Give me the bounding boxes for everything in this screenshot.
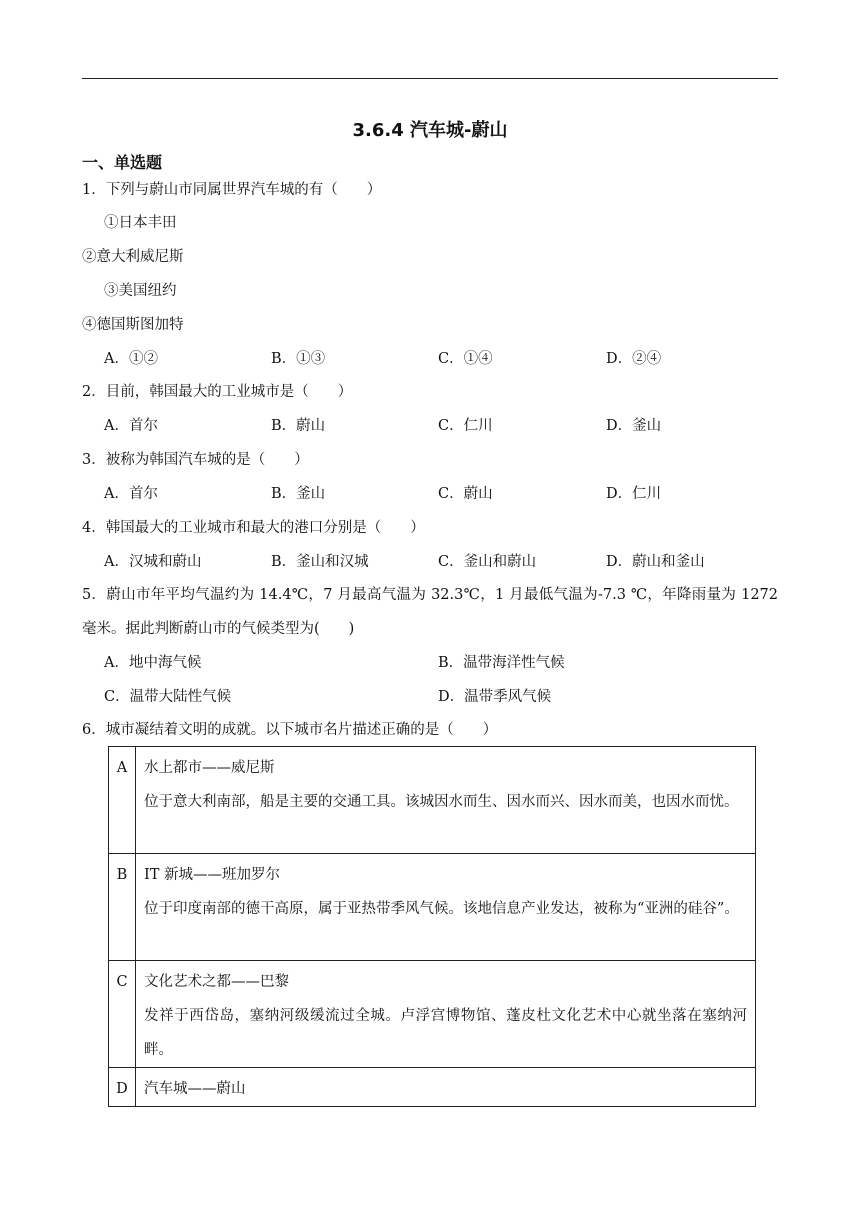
row-content	[136, 854, 756, 961]
q1-item-1: ①日本丰田	[104, 215, 177, 231]
page-title: 3.6.4 汽车城-蔚山	[352, 120, 508, 141]
city-card-table	[108, 746, 756, 1107]
q5-stem-line1: 5．蔚山市年平均气温约为 14.4℃，7 月最高气温为 32.3℃，1 月最低气温为-7.3 ℃，年降雨量为 1272	[82, 587, 778, 603]
q5-option-b[interactable]: B．温带海洋性气候	[438, 655, 565, 671]
q1-option-c[interactable]: C．①④	[438, 351, 493, 367]
q3-stem: 3．被称为韩国汽车城的是（ ）	[82, 452, 309, 468]
section-heading: 一、单选题	[82, 153, 163, 172]
q4-option-c[interactable]: C．釜山和蔚山	[438, 554, 537, 570]
row-key: B	[109, 854, 136, 961]
q6-stem: 6．城市凝结着文明的成就。以下城市名片描述正确的是（ ）	[82, 722, 498, 738]
q4-option-b[interactable]: B．釜山和汉城	[271, 554, 369, 570]
q4-stem: 4．韩国最大的工业城市和最大的港口分别是（ ）	[82, 520, 425, 536]
q3-option-b[interactable]: B．釜山	[271, 486, 326, 502]
row-description: 位于印度南部的德干高原，属于亚热带季风气候。该地信息产业发达，被称为“亚洲的硅谷”。	[144, 901, 739, 917]
row-key: A	[109, 747, 136, 854]
q1-stem: 1．下列与蔚山市同属世界汽车城的有（ ）	[82, 182, 382, 198]
q2-option-c[interactable]: C．仁川	[438, 418, 493, 434]
row-content	[136, 747, 756, 854]
q4-option-a[interactable]: A．汉城和蔚山	[104, 554, 202, 570]
row-heading: 文化艺术之都——巴黎	[144, 974, 289, 990]
q2-option-b[interactable]: B．蔚山	[271, 418, 326, 434]
row-heading: 水上都市——威尼斯	[144, 760, 275, 776]
row-key: D	[109, 1068, 136, 1107]
row-key: C	[109, 961, 136, 1068]
row-description: 发祥于西岱岛，塞纳河级缓流过全城。卢浮宫博物馆、蓬皮杜文化艺术中心就坐落在塞纳河畔。	[144, 1008, 747, 1058]
table-row[interactable]	[109, 961, 756, 1068]
row-description: 位于意大利南部，船是主要的交通工具。该城因水而生、因水而兴、因水而美，也因水而忧。	[144, 794, 739, 810]
q1-option-d[interactable]: D．②④	[606, 351, 662, 367]
row-heading: IT 新城——班加罗尔	[144, 867, 281, 883]
row-heading: 汽车城——蔚山	[144, 1081, 246, 1097]
q5-option-a[interactable]: A．地中海气候	[104, 655, 202, 671]
q2-stem: 2．目前，韩国最大的工业城市是（ ）	[82, 384, 353, 400]
q3-option-d[interactable]: D．仁川	[606, 486, 662, 502]
row-content	[136, 1068, 756, 1107]
q1-item-4: ④德国斯图加特	[82, 317, 184, 333]
q1-option-a[interactable]: A．①②	[104, 351, 158, 367]
q1-item-2: ②意大利威尼斯	[82, 249, 184, 265]
q5-option-d[interactable]: D．温带季风气候	[438, 689, 552, 705]
header-rule	[82, 78, 778, 79]
q5-option-c[interactable]: C．温带大陆性气候	[104, 689, 232, 705]
q2-option-a[interactable]: A．首尔	[104, 418, 158, 434]
q4-option-d[interactable]: D．蔚山和釜山	[606, 554, 705, 570]
q3-option-a[interactable]: A．首尔	[104, 486, 158, 502]
q1-option-b[interactable]: B．①③	[271, 351, 326, 367]
row-content	[136, 961, 756, 1068]
q1-item-3: ③美国纽约	[104, 283, 177, 299]
q2-option-d[interactable]: D．釜山	[606, 418, 662, 434]
q5-stem-line2: 毫米。据此判断蔚山市的气候类型为( )	[82, 621, 355, 637]
table-row[interactable]	[109, 1068, 756, 1107]
q3-option-c[interactable]: C．蔚山	[438, 486, 493, 502]
table-row[interactable]	[109, 747, 756, 854]
table-row[interactable]	[109, 854, 756, 961]
